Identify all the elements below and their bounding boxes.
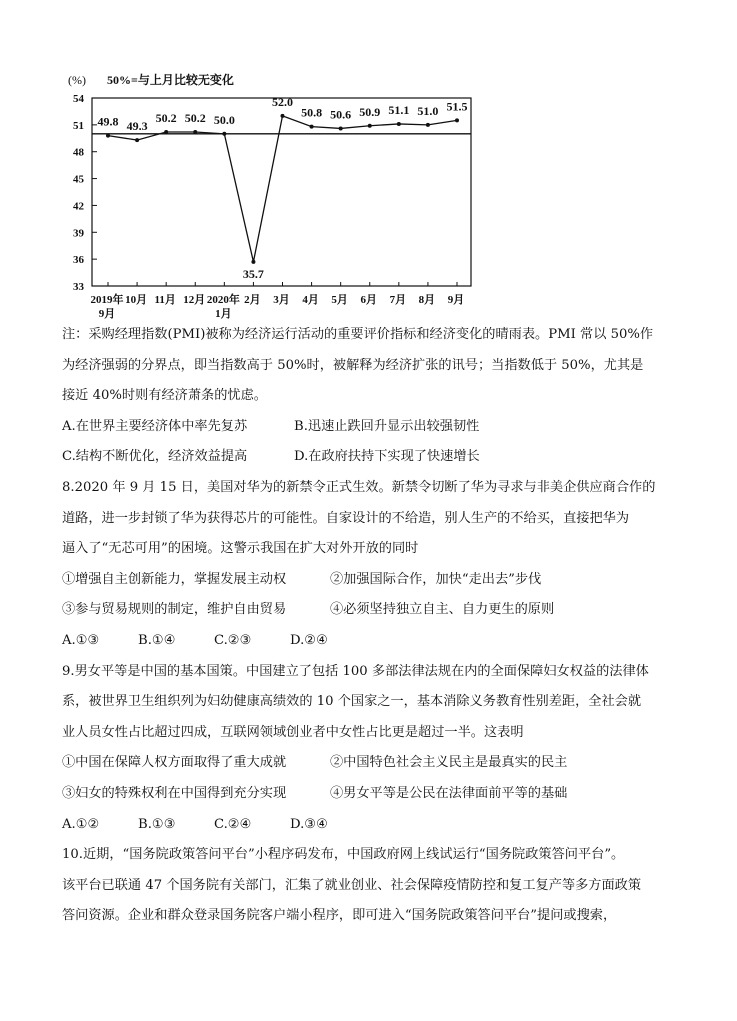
y-tick-label: 51 (73, 119, 84, 132)
reference-note: 50%=与上月比较无变化 (107, 73, 234, 87)
pmi-chart (0, 0, 737, 320)
q7-option-b: B.迅速止跌回升显示出较强韧性 (294, 418, 480, 434)
q9-stem-line: 业人员女性占比超过四成，互联网领域创业者中女性占比更是超过一半。这表明 (62, 724, 524, 740)
q8-stem-line: 逼入了“无芯可用”的困境。这警示我国在扩大对外开放的同时 (62, 541, 419, 557)
q8-option-b: B.①④ (138, 632, 176, 648)
x-tick-label: 10月 (125, 294, 148, 306)
y-tick-label: 54 (73, 93, 84, 105)
q8-item-4: ④必须坚持独立自主、自力更生的原则 (330, 602, 555, 618)
data-label: 50.8 (301, 105, 323, 120)
q8-items-row (62, 595, 682, 626)
data-point (426, 123, 430, 127)
q8-options-row (62, 626, 682, 657)
q7-options-row (62, 412, 682, 443)
series-line (108, 116, 457, 262)
data-label: 50.2 (155, 111, 177, 126)
q9-option-d: D.③④ (290, 816, 328, 832)
chart-note-line: 注：采购经理指数(PMI)被称为经济运行活动的重要评价指标和经济变化的晴雨表。PMI 常以 50%作 (62, 327, 654, 342)
q7-option-d: D.在政府扶持下实现了快速增长 (294, 449, 480, 465)
y-tick-label: 39 (73, 227, 84, 240)
x-tick-label: 11月 (154, 294, 176, 306)
x-tick-label: 7月 (389, 294, 407, 306)
x-tick-label: 5月 (331, 294, 348, 306)
chart-note-line: 接近 40%时则有经济萧条的忧虑。 (62, 388, 267, 404)
x-tick-label: 9月 (98, 308, 116, 320)
data-label: 51.5 (446, 99, 468, 114)
x-tick-label: 6月 (360, 294, 377, 306)
q9-item-1: ①中国在保障人权方面取得了重大成就 (62, 755, 287, 771)
q10-stem-line: 该平台已联通 47 个国务院有关部门，汇集了就业创业、社会保障疫情防控和复工复产等多方面政策 (62, 877, 642, 893)
x-tick-label: 1月 (215, 308, 232, 320)
data-label: 35.7 (242, 266, 264, 281)
data-label: 49.3 (126, 119, 148, 134)
data-point (339, 126, 343, 130)
q9-item-4: ④男女平等是公民在法律面前平等的基础 (330, 785, 568, 801)
q9-item-3: ③妇女的特殊权利在中国得到充分实现 (62, 785, 287, 801)
data-label: 52.0 (272, 94, 293, 109)
data-label: 50.9 (359, 104, 381, 119)
q7-option-a: A.在世界主要经济体中率先复苏 (62, 418, 248, 434)
q8-option-d: D.②④ (290, 632, 328, 648)
x-tick-label: 8月 (418, 294, 436, 306)
data-point (135, 138, 139, 142)
q9-option-a: A.①② (62, 816, 100, 832)
y-tick-label: 33 (73, 281, 84, 293)
data-point (310, 125, 314, 129)
q8-item-2: ②加强国际合作，加快“走出去”步伐 (330, 571, 542, 587)
q9-option-b: B.①③ (138, 816, 176, 832)
data-point (106, 134, 110, 138)
x-tick-label: 4月 (302, 294, 319, 306)
data-point (222, 132, 226, 136)
x-tick-label: 2019年 (90, 294, 124, 306)
chart-note-line: 为经济强弱的分界点，即当指数高于 50%时，被解释为经济扩张的讯号；当指数低于 50%，尤其是 (62, 357, 644, 373)
q9-options-row (62, 810, 682, 841)
q9-items-row (62, 748, 682, 779)
plot-frame (92, 98, 471, 286)
q10-stem-line: 10.近期，“国务院政策答问平台”小程序码发布，中国政府网上线试运行“国务院政策答问平台”。 (62, 847, 625, 863)
data-point (164, 130, 168, 134)
q9-stem-line: 9.男女平等是中国的基本国策。中国建立了包括 100 多部法律法规在内的全面保障妇女权益的法律体 (62, 663, 649, 679)
x-tick-label: 2020年 (206, 294, 240, 306)
data-label: 49.8 (97, 114, 119, 129)
q8-items-row (62, 565, 682, 596)
data-label: 51.1 (388, 102, 410, 117)
x-tick-label: 9月 (447, 294, 465, 306)
q9-option-c: C.②④ (214, 816, 252, 832)
q8-option-c: C.②③ (214, 632, 252, 648)
data-point (193, 130, 197, 134)
x-tick-label: 12月 (183, 294, 206, 306)
y-tick-label: 36 (73, 254, 84, 267)
data-point (368, 124, 372, 128)
question-content (62, 320, 682, 932)
data-point (455, 118, 459, 122)
q8-stem-line: 道路，进一步封锁了华为获得芯片的可能性。自家设计的不给造，别人生产的不给买，直接把华为 (62, 510, 630, 526)
q10-stem-line: 答问资源。企业和群众登录国务院客户端小程序，即可进入“国务院政策答问平台”提问或搜索， (62, 908, 617, 924)
q9-item-2: ②中国特色社会主义民主是最真实的民主 (330, 755, 568, 771)
data-point (251, 260, 255, 264)
x-tick-label: 2月 (244, 294, 261, 306)
data-point (397, 122, 401, 126)
data-label: 50.2 (184, 111, 206, 126)
q7-option-c: C.结构不断优化，经济效益提高 (62, 449, 248, 465)
data-label: 50.6 (330, 107, 352, 122)
unit-label: (%) (68, 73, 86, 87)
pmi-line-chart (0, 0, 737, 320)
q9-items-row (62, 779, 682, 810)
y-tick-label: 42 (73, 200, 84, 213)
q8-item-3: ③参与贸易规则的制定，维护自由贸易 (62, 602, 287, 618)
y-tick-label: 45 (73, 173, 84, 186)
q7-options-row (62, 442, 682, 473)
q8-option-a: A.①③ (62, 632, 100, 648)
data-point (281, 114, 285, 118)
y-tick-label: 48 (73, 146, 84, 159)
q8-stem-line: 8.2020 年 9 月 15 日，美国对华为的新禁令正式生效。新禁令切断了华为寻求与非美企供应商合作的 (62, 479, 656, 495)
q8-item-1: ①增强自主创新能力，掌握发展主动权 (62, 571, 287, 587)
q9-stem-line: 系，被世界卫生组织列为妇幼健康高绩效的 10 个国家之一，基本消除义务教育性别差距，全社会就 (62, 694, 642, 710)
x-tick-label: 3月 (273, 294, 290, 306)
data-label: 50.0 (213, 112, 235, 127)
data-label: 51.0 (417, 103, 439, 118)
